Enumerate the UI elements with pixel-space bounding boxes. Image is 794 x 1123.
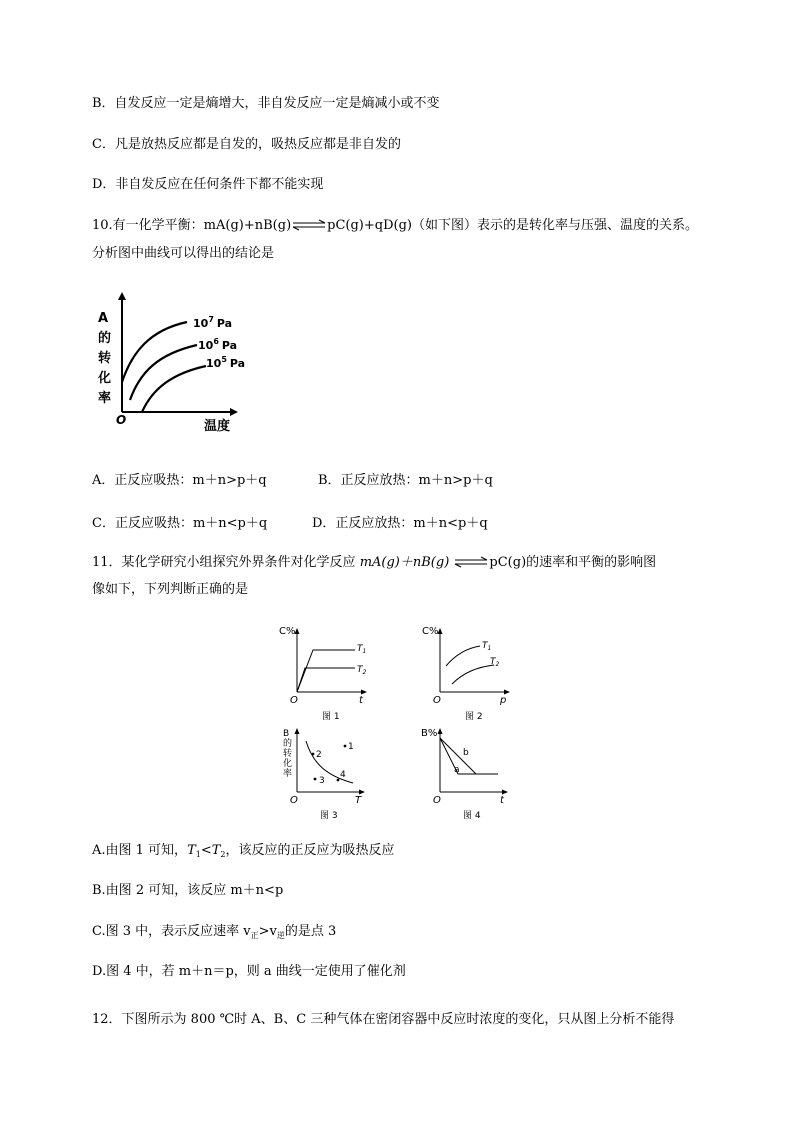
- q11-option-a: A.由图 1 可知，$T_1<T_2$，该反应的正反应为吸热反应: [92, 843, 395, 859]
- option-b-line: B．自发反应一定是熵增大，非自发反应一定是熵减小或不变: [92, 96, 440, 111]
- fig2-xlabel: p: [500, 695, 507, 706]
- q11-option-c: C.图 3 中，表示反应速率 $v_正>v_逆$的是点 3: [92, 924, 337, 940]
- curve-label-1e7: $10^7$ Pa: [193, 315, 233, 330]
- fig4-label-a: a: [454, 765, 460, 775]
- fig2-t2-label: $T_2$: [490, 657, 500, 668]
- fig2-caption: 图 2: [465, 712, 483, 722]
- equilibrium-arrow-icon: [291, 219, 327, 231]
- q10-prefix: 10.有一化学平衡：mA(g)+nB(g): [92, 218, 292, 233]
- fig3-point-1: [344, 745, 347, 748]
- q10-ylabel-char: 转: [98, 351, 112, 366]
- fig2-origin: O: [433, 695, 441, 706]
- fig2-curve-t1: [446, 646, 480, 666]
- fig3-ylabel-char: B: [283, 729, 290, 739]
- fig4-label-b: b: [463, 748, 469, 758]
- fig1-origin: O: [290, 695, 298, 706]
- fig3-ylabel-char: 转: [283, 749, 293, 759]
- q11-prefix: 11．某化学研究小组探究外界条件对化学反应: [92, 555, 356, 570]
- figure-1: [275, 620, 375, 724]
- curve-label-1e5: $10^5$ Pa: [206, 355, 246, 370]
- q10-suffix: pC(g)+qD(g)（如下图）表示的是转化率与压强、温度的关系。: [327, 218, 698, 233]
- fig3-xlabel: T: [355, 795, 362, 806]
- fig4-xlabel: t: [500, 795, 504, 806]
- q10-conversion-temperature-figure: [92, 290, 246, 438]
- fig3-curve: [306, 741, 353, 783]
- fig3-ylabel-char: 的: [283, 739, 293, 749]
- equilibrium-arrow-icon: [453, 556, 489, 568]
- fig3-point-4: [337, 779, 340, 782]
- q10-option-d: D．正反应放热：m＋n<p＋q: [312, 516, 488, 531]
- question-10-stem: [92, 218, 698, 234]
- q10-xlabel: 温度: [204, 419, 231, 434]
- question-11-stem: [92, 555, 656, 571]
- fig3-point-3: [314, 778, 317, 781]
- fig4-ylabel: B%: [421, 728, 438, 739]
- fig3-point-2: [312, 753, 315, 756]
- fig2-ylabel: C%: [422, 626, 439, 637]
- fig3-caption: 图 3: [320, 811, 338, 821]
- fig3-point-1-label: 1: [348, 742, 354, 752]
- fig4-caption: 图 4: [463, 811, 481, 821]
- q10-option-b: B．正反应放热：m＋n>p＋q: [318, 473, 493, 488]
- option-d-line: D．非自发反应在任何条件下都不能实现: [92, 177, 324, 192]
- curve-label-1e6: $10^6$ Pa: [198, 337, 238, 352]
- q10-ylabel-char: 的: [98, 331, 112, 346]
- question-12-stem: 12．下图所示为 800 ℃时 A、B、C 三种气体在密闭容器中反应时浓度的变化，只从图上分析不能得: [92, 1012, 675, 1027]
- fig1-curve-t1: [297, 650, 355, 692]
- fig4-origin: O: [433, 795, 441, 806]
- q11-option-b: B.由图 2 可知，该反应 m＋n<p: [92, 883, 284, 898]
- fig4-curve-a: [440, 738, 498, 774]
- q11-reaction: mA(g)＋nB(g): [359, 555, 450, 570]
- fig1-t1-label: $T_1$: [357, 644, 367, 655]
- fig3-ylabel-char: 率: [283, 769, 293, 779]
- q11-option-d: D.图 4 中，若 m＋n＝p，则 a 曲线一定使用了催化剂: [92, 964, 406, 979]
- q10-option-c: C．正反应吸热：m＋n<p＋q: [92, 516, 268, 531]
- fig1-caption: 图 1: [322, 712, 340, 722]
- fig1-t2-label: $T_2$: [357, 665, 367, 676]
- figure-2: [418, 620, 518, 724]
- fig1-curve-t2: [297, 668, 355, 692]
- fig2-curve-t2: [452, 665, 494, 684]
- option-c-line: C．凡是放热反应都是自发的，吸热反应都是非自发的: [92, 137, 401, 152]
- q10-ylabel-char: 率: [98, 391, 112, 406]
- fig3-point-2-label: 2: [316, 750, 322, 760]
- fig3-point-3-label: 3: [319, 776, 325, 786]
- question-11-line2: 像如下，下列判断正确的是: [92, 582, 249, 597]
- figure-3: [275, 722, 375, 822]
- q10-ylabel-char: A: [98, 311, 109, 326]
- q10-ylabel-char: 化: [98, 371, 112, 386]
- curve-1e5pa: [142, 366, 206, 412]
- q10-option-a: A．正反应吸热：m＋n>p＋q: [92, 473, 267, 488]
- fig1-ylabel: C%: [279, 626, 296, 637]
- fig3-origin: O: [290, 795, 298, 806]
- fig3-point-4-label: 4: [340, 770, 346, 780]
- fig3-ylabel-char: 化: [283, 759, 293, 769]
- fig2-t1-label: $T_1$: [482, 641, 492, 652]
- fig1-xlabel: t: [359, 695, 363, 706]
- q10-origin: O: [116, 413, 127, 427]
- figure-4: [418, 722, 518, 822]
- question-10-line2: 分析图中曲线可以得出的结论是: [92, 246, 275, 261]
- q11-suffix: pC(g)的速率和平衡的影响图: [489, 555, 657, 570]
